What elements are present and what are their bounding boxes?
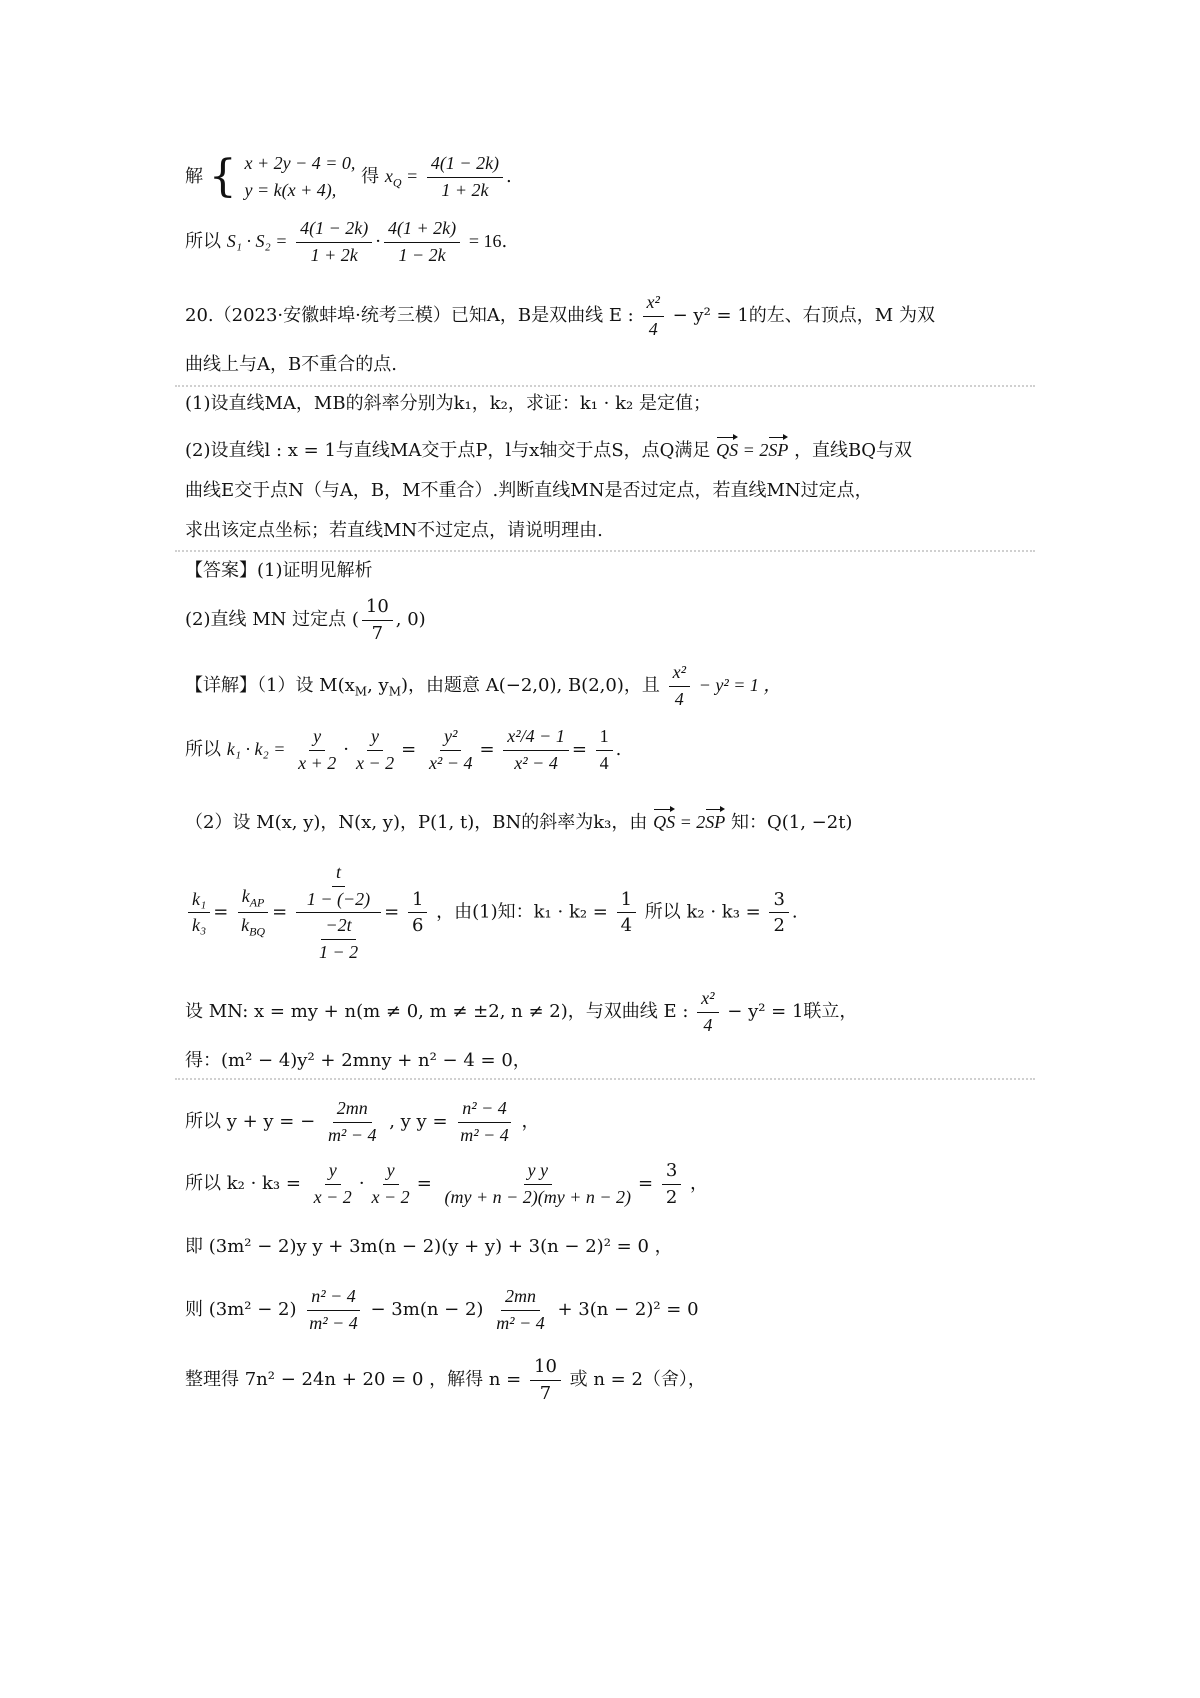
fraction: $\frac{4(1 - 2k)}{1 + 2k}$ <box>296 218 372 266</box>
fraction: $\frac{y}{x - 2}$ <box>313 1160 352 1207</box>
brace-symbol: { <box>208 150 237 202</box>
dotted-divider <box>175 550 1035 552</box>
fraction: $\frac{\text{y²}}{\text{x² − 4}}$ <box>428 726 473 773</box>
fraction: $\frac{1}{4}$ <box>617 889 636 937</box>
detail-line-7: 所以 y + y = − $\frac{2mn}{\text{m² − 4}}$ , y y = $\frac{\text{n² − 4}}{\text{m² − 4}}$ ， <box>185 1098 540 1145</box>
fraction: $\frac{3}{2}$ <box>662 1160 681 1208</box>
answer-part-1: 【答案】(1)证明见解析 <box>185 560 373 581</box>
fraction: $\frac{2mn}{\text{m² − 4}}$ <box>496 1286 545 1333</box>
vector-qs: QS <box>653 806 675 834</box>
fraction: $\frac{\text{k₁}}{\text{k₃}}$ <box>188 889 210 937</box>
nested-fraction: $\frac{\frac{t}{1 - (-2)}}{\frac{-2t}{1 - 2}}$ <box>296 862 381 963</box>
equation-2: y = k(x + 4), <box>244 180 337 200</box>
fraction: $\frac{y}{x - 2}$ <box>371 1160 410 1207</box>
fraction: $\frac{\text{n² − 4}}{\text{m² − 4}}$ <box>309 1286 358 1333</box>
detail-line-11: 整理得 7n² − 24n + 20 = 0 ，解得 n = $\frac{10}{7}$ 或 n = 2（舍）， <box>185 1356 706 1404</box>
question-20-part-2-line-1: (2)设直线l : x = 1与直线MA交于点P，l与x轴交于点S，点Q满足 QS = 2SP ，直线BQ与双 <box>185 434 912 462</box>
fraction: $\frac{\text{x²}}{4}$ <box>643 292 664 340</box>
fraction: $\frac{4(1 - 2k)}{1 + 2k}$ <box>427 153 503 201</box>
text: 解 <box>185 166 203 187</box>
answer-part-2: (2)直线 MN 过定点 ( $\frac{10}{7}$ , 0) <box>185 596 426 644</box>
product-result-line: 所以 S₁ · S₂ = $\frac{4(1 - 2k)}{1 + 2k}$ · $\frac{4(1 + 2k)}{1 - 2k}$ = 16. <box>185 218 508 265</box>
detail-line-8: 所以 k₂ · k₃ = $\frac{y}{x - 2}$ · $\frac{y}{x - 2}$ = $\frac{\text{y y}}{(my + n - 2)(my + n - 2)}$ = $\frac{3}{2}$ ， <box>185 1160 709 1208</box>
detail-line-10: 则 (3m² − 2) $\frac{\text{n² − 4}}{\text{m² − 4}}$ − 3m(n − 2) $\frac{2mn}{\text{m² − 4}}$ + 3(n − 2)² = 0 <box>185 1286 699 1333</box>
fraction: $\frac{\text{x²}}{4}$ <box>697 988 718 1036</box>
vector-sp: SP <box>705 806 725 834</box>
vector-qs: QS <box>716 434 738 462</box>
equation-system <box>244 150 355 204</box>
fraction: $\frac{k_{AP}}{k_{BQ}}$ <box>237 886 269 939</box>
fraction: $\frac{3}{2}$ <box>769 889 788 937</box>
fraction: $\frac{10}{7}$ <box>362 596 393 644</box>
detail-line-9: 即 (3m² − 2)y y + 3m(n − 2)(y + y) + 3(n − 2)² = 0 ， <box>185 1236 673 1257</box>
fraction: $\frac{\text{n² − 4}}{\text{m² − 4}}$ <box>460 1098 509 1145</box>
system-solution-line: 解 { x + 2y − 4 = 0, y = k(x + 4), 得 $x_Q$ = $\frac{4(1 - 2k)}{1 + 2k}$ . <box>185 150 512 204</box>
detail-line-2: 所以 k₁ · k₂ = $\frac{y}{x + 2}$ · $\frac{y}{x - 2}$ = $\frac{\text{y²}}{\text{x² − 4}}$ = $\frac{\text{x²/4 − 1}}{\text{x² − 4}}$ = $\frac{1}{4}$ . <box>185 726 622 773</box>
vector-sp: SP <box>768 434 788 462</box>
fraction: $\frac{\text{y y}}{(my + n - 2)(my + n - 2)}$ <box>444 1160 632 1207</box>
fraction: $\frac{10}{7}$ <box>530 1356 561 1404</box>
question-20-line-2: 曲线上与A，B不重合的点. <box>185 354 397 375</box>
detail-line-1: 【详解】（1）设 $M(x_M$, $y_M$)，由题意 A(−2,0), B(2,0)，且 $\frac{\text{x²}}{4}$ − y² = 1 ， <box>185 662 782 709</box>
dotted-divider <box>175 1078 1035 1080</box>
text: 得 <box>361 166 380 187</box>
detail-line-3: （2）设 M(x, y)，N(x, y)，P(1, t)，BN的斜率为k₃，由 QS = 2SP 知：Q(1, −2t) <box>185 806 852 834</box>
fraction: $\frac{2mn}{\text{m² − 4}}$ <box>327 1098 377 1145</box>
fraction: $\frac{1}{4}$ <box>596 726 613 774</box>
fraction: $\frac{\text{x²/4 − 1}}{\text{x² − 4}}$ <box>503 726 569 774</box>
question-20-part-2-line-3: 求出该定点坐标；若直线MN不过定点，请说明理由. <box>185 520 603 541</box>
question-20-line-1: 20.（2023·安徽蚌埠·统考三模）已知A，B是双曲线 E : $\frac{\text{x²}}{4}$ − y² = 1的左、右顶点，M 为双 <box>185 292 935 339</box>
fraction: $\frac{\text{x²}}{4}$ <box>669 662 690 710</box>
detail-line-6: 得：(m² − 4)y² + 2mny + n² − 4 = 0， <box>185 1050 531 1071</box>
question-20-part-1: (1)设直线MA，MB的斜率分别为k₁，k₂，求证：k₁ · k₂ 是定值； <box>185 393 711 414</box>
var: x <box>384 166 393 186</box>
detail-line-4: $\frac{\text{k₁}}{\text{k₃}}$ = $\frac{k_{AP}}{k_{BQ}}$ = $\frac{\frac{t}{1 - (-2)}}{\frac{-2t}{1 - 2}}$ = $\frac{1}{6}$ ，由(1)知：k₁ · k₂ = $\frac{1}{4}$ 所以 k₂ · k₃ = $\frac{3}{2}$ . <box>185 862 798 963</box>
detail-line-5: 设 MN: x = my + n(m ≠ 0, m ≠ ±2, n ≠ 2)，与双曲线 E : $\frac{\text{x²}}{4}$ − y² = 1联立， <box>185 988 858 1035</box>
fraction: $\frac{y}{x - 2}$ <box>355 726 395 773</box>
fraction: $\frac{1}{6}$ <box>408 889 427 937</box>
equation-1: x + 2y − 4 = 0, <box>244 153 356 173</box>
dotted-divider <box>175 385 1035 387</box>
fraction: $\frac{y}{x + 2}$ <box>298 726 337 773</box>
fraction: $\frac{4(1 + 2k)}{1 - 2k}$ <box>384 218 460 266</box>
question-20-part-2-line-2: 曲线E交于点N（与A，B，M不重合）.判断直线MN是否过定点，若直线MN过定点， <box>185 480 873 501</box>
subscript: Q <box>392 175 402 190</box>
